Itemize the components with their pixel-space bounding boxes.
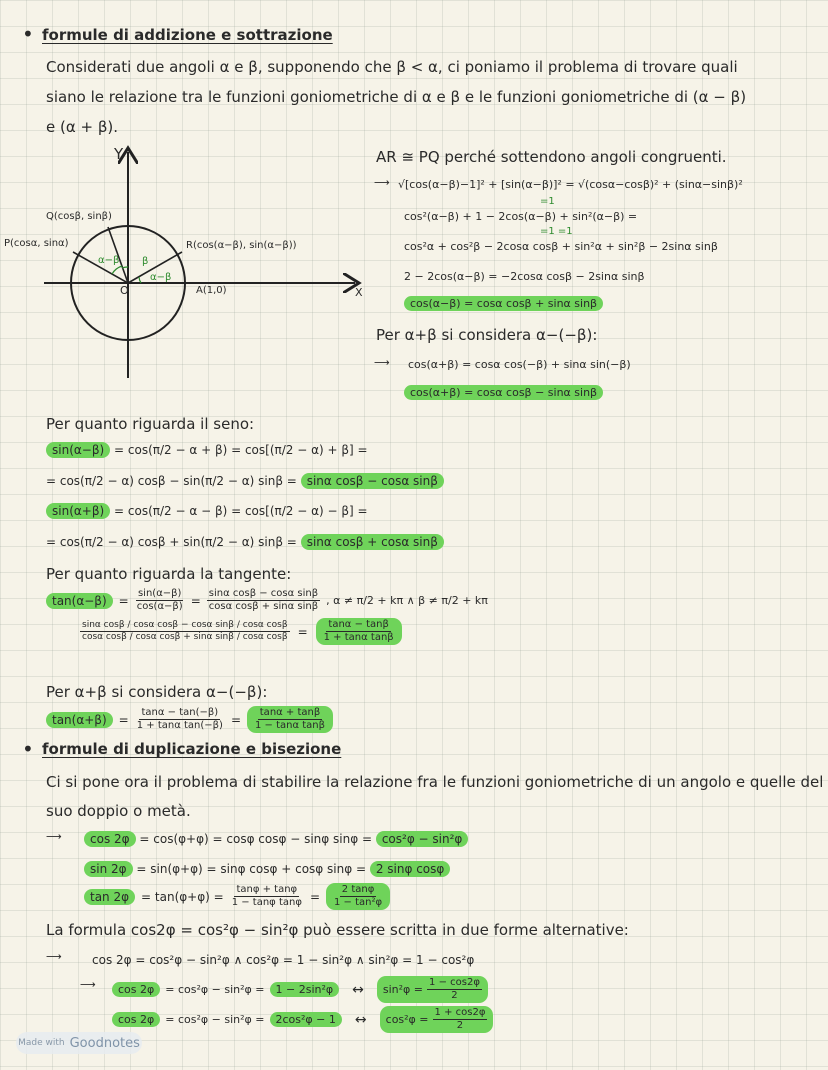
double-arrow-icon: ↔ (354, 1011, 367, 1028)
sin-double-label: sin 2φ (84, 861, 133, 877)
tan-fraction-1: $\frac{\sin(\alpha-\beta)}{\cos(\alpha-\beta)}$ (136, 588, 183, 612)
result-sin-squared: sin²φ = $\frac{1 - \cos 2\varphi}{2}$ (377, 976, 488, 1003)
sine-line-3 (46, 504, 368, 518)
arrow-icon: ⟶ (46, 830, 62, 843)
point-a-label: A(1,0) (196, 285, 227, 296)
derivation-line-2: √[cos(α−β)−1]² + [sin(α−β)]² = √(cosα−cosβ)² + (sinα−sinβ)² (398, 178, 743, 191)
result-tan-difference: $\frac{\tan\alpha - \tan\beta}{\text{1 + tanα tanβ}}$ (316, 618, 402, 645)
result-sin-difference: sinα cosβ − cosα sinβ (301, 473, 444, 489)
tan-sum-fraction: $\frac{\tan\alpha - \tan(-\beta)}{\text{1 + tanα tan(−β)}}$ (136, 707, 223, 731)
result-sin-double: 2 sinφ cosφ (370, 861, 450, 877)
arrow-icon: ⟶ (374, 176, 390, 189)
derivation-line-6: Per α+β si considera α−(−β): (376, 326, 598, 344)
x-axis-label: X (355, 286, 363, 299)
result-cos-sum: cos(α+β) = cosα cosβ − sinα sinβ (404, 385, 603, 400)
tan-sum-label: tan(α+β) (46, 712, 113, 728)
derivation-line-5: 2 − 2cos(α−β) = −2cosα cosβ − 2sinα sinβ (404, 270, 645, 283)
point-p-label: P(cosα, sinα) (4, 238, 69, 249)
tangent-line-3: tan(α+β) = $\frac{\tan\alpha - \tan(-\beta)}{\text{1 + tanα tan(−β)}}$ = $\frac{\tan\alpha + \tan\beta}{\text{1 − tanα tanβ}}$ (46, 706, 333, 733)
point-q-label: Q(cosβ, sinβ) (46, 211, 112, 222)
goodnotes-badge[interactable] (16, 1032, 142, 1054)
bullet: • (22, 737, 34, 761)
tan-double-label: tan 2φ (84, 889, 135, 905)
y-axis-label: Y (114, 145, 124, 163)
derivation-line-1: AR ≅ PQ perché sottendono angoli congruenti. (376, 148, 727, 166)
tan-fraction-2: $\frac{\text{sinα cosβ − cosα sinβ}}{\text{cosα cosβ + sinα sinβ}}$ (208, 588, 319, 612)
sine-line-1-rest: = cos(π/2 − α + β) = cos[(π/2 − α) + β] = (114, 443, 368, 457)
cos-double-form-1: cos 2φ = cos²φ − sin²φ = 1 − 2sin²φ ↔ sin²φ = $\frac{1 - \cos 2\varphi}{2}$ (112, 976, 488, 1003)
unit-circle-diagram (0, 140, 370, 380)
badge-brand: Goodnotes (69, 1035, 140, 1051)
tangent-line-1: tan(α−β) = $\frac{\sin(\alpha-\beta)}{\cos(\alpha-\beta)}$ = $\frac{\text{sinα cosβ − cosα sinβ}}{\text{cosα cosβ + sinα sinβ}}$ , α ≠ π/2 + kπ ∧ β ≠ π/2 + kπ (46, 588, 488, 613)
cos-double-line: cos 2φ = cos(φ+φ) = cosφ cosφ − sinφ sinφ = cos²φ − sin²φ (84, 832, 468, 846)
derivation-note-1: =1 (540, 196, 555, 207)
intro-line-1: Considerati due angoli α e β, supponendo che β < α, ci poniamo il problema di trovare quali (46, 58, 738, 76)
section-heading-addition: formule di addizione e sottrazione (42, 26, 333, 44)
point-r-label: R(cos(α−β), sin(α−β)) (186, 240, 297, 251)
section2-intro-1: Ci si pone ora il problema di stabilire la relazione fra le funzioni goniometriche di un angolo e quelle del (46, 773, 824, 791)
sine-line-3-rest: = cos(π/2 − α − β) = cos[(π/2 − α) − β] = (114, 504, 368, 518)
angle-label-a-minus-b-2: α−β (150, 272, 172, 283)
bullet: • (22, 22, 34, 46)
origin-label: O (120, 284, 129, 297)
arrow-icon: ⟶ (80, 978, 96, 991)
sin-difference-label: sin(α−β) (46, 442, 110, 458)
arrow-icon: ⟶ (46, 950, 62, 963)
tan-compound-fraction: $\frac{\text{sinα cosβ / cosα cosβ − cosα sinβ / cosα cosβ}}{\text{cosα cosβ / cosα cosβ + sinα sinβ / cosα cosβ}}$ (82, 620, 288, 642)
sine-line-4-rest: = cos(π/2 − α) cosβ + sin(π/2 − α) sinβ = (46, 535, 297, 549)
alternative-forms-text: La formula cos2φ = cos²φ − sin²φ può essere scritta in due forme alternative: (46, 921, 629, 939)
sine-line-1 (46, 443, 368, 457)
result-tan-sum: $\frac{\tan\alpha + \tan\beta}{\text{1 − tanα tanβ}}$ (247, 706, 333, 733)
derivation-line-4: cos²α + cos²β − 2cosα cosβ + sin²α + sin²β − 2sinα sinβ (404, 240, 718, 253)
tangent-title: Per quanto riguarda la tangente: (46, 565, 292, 583)
sine-title: Per quanto riguarda il seno: (46, 415, 255, 433)
result-cos-squared: cos²φ = $\frac{1 + \cos 2\varphi}{2}$ (380, 1006, 494, 1033)
tan-difference-label: tan(α−β) (46, 593, 113, 609)
result-cos-form-2: 2cos²φ − 1 (270, 1012, 342, 1027)
double-arrow-icon: ↔ (352, 981, 364, 998)
angle-label-b: β (142, 256, 149, 267)
result-cos-difference: cos(α−β) = cosα cosβ + sinα sinβ (404, 296, 603, 311)
sine-line-2 (46, 474, 444, 488)
alternative-forms-line: cos 2φ = cos²φ − sin²φ ∧ cos²φ = 1 − sin²φ ∧ sin²φ = 1 − cos²φ (92, 953, 475, 967)
tan-double-line: tan 2φ = tan(φ+φ) = $\frac{\tan\varphi + \tan\varphi}{\text{1 − tanφ tanφ}}$ = $\frac{2 \tan\varphi}{\text{1 − tan²φ}}$ (84, 883, 390, 910)
sin-double-line: sin 2φ = sin(φ+φ) = sinφ cosφ + cosφ sinφ = 2 sinφ cosφ (84, 862, 450, 876)
cos-double-form-2: cos 2φ = cos²φ − sin²φ = 2cos²φ − 1 ↔ cos²φ = $\frac{1 + \cos 2\varphi}{2}$ (112, 1006, 493, 1033)
tan-double-fraction: $\frac{\tan\varphi + \tan\varphi}{\text{1 − tanφ tanφ}}$ (231, 884, 302, 908)
sin-sum-label: sin(α+β) (46, 503, 110, 519)
intro-line-2: siano le relazione tra le funzioni goniometriche di α e β e le funzioni goniometriche di (α − β) (46, 88, 747, 106)
result-tan-double: $\frac{2 \tan\varphi}{\text{1 − tan²φ}}$ (326, 883, 390, 910)
result-cos-double: cos²φ − sin²φ (376, 831, 469, 847)
tangent-plus-title: Per α+β si considera α−(−β): (46, 683, 268, 701)
section-heading-duplication: formule di duplicazione e bisezione (42, 740, 342, 758)
section2-intro-2: suo doppio o metà. (46, 802, 191, 820)
sine-line-4 (46, 535, 444, 549)
badge-made-with: Made with (18, 1038, 65, 1048)
result-sin-sum: sinα cosβ + cosα sinβ (301, 534, 444, 550)
result-cos-form-1: 1 − 2sin²φ (270, 982, 340, 997)
tan-condition: , α ≠ π/2 + kπ ∧ β ≠ π/2 + kπ (326, 594, 488, 607)
derivation-line-3: cos²(α−β) + 1 − 2cos(α−β) + sin²(α−β) = (404, 210, 638, 223)
angle-arc-1 (112, 266, 122, 274)
intro-line-3: e (α + β). (46, 118, 119, 136)
arrow-icon: ⟶ (374, 356, 390, 369)
sine-line-2-rest: = cos(π/2 − α) cosβ − sin(π/2 − α) sinβ = (46, 474, 297, 488)
derivation-note-2: =1 =1 (540, 226, 573, 237)
cos-double-label: cos 2φ (84, 831, 136, 847)
derivation-line-7: cos(α+β) = cosα cos(−β) + sinα sin(−β) (408, 358, 631, 371)
tangent-line-2: $\frac{\text{sinα cosβ / cosα cosβ − cosα sinβ / cosα cosβ}}{\text{cosα cosβ / cosα cosβ + sinα sinβ / cosα cosβ}}$ = $\frac{\tan\alpha - \tan\beta}{\text{1 + tanα tanβ}}$ (80, 618, 402, 645)
angle-label-a-minus-b: α−β (98, 255, 120, 266)
